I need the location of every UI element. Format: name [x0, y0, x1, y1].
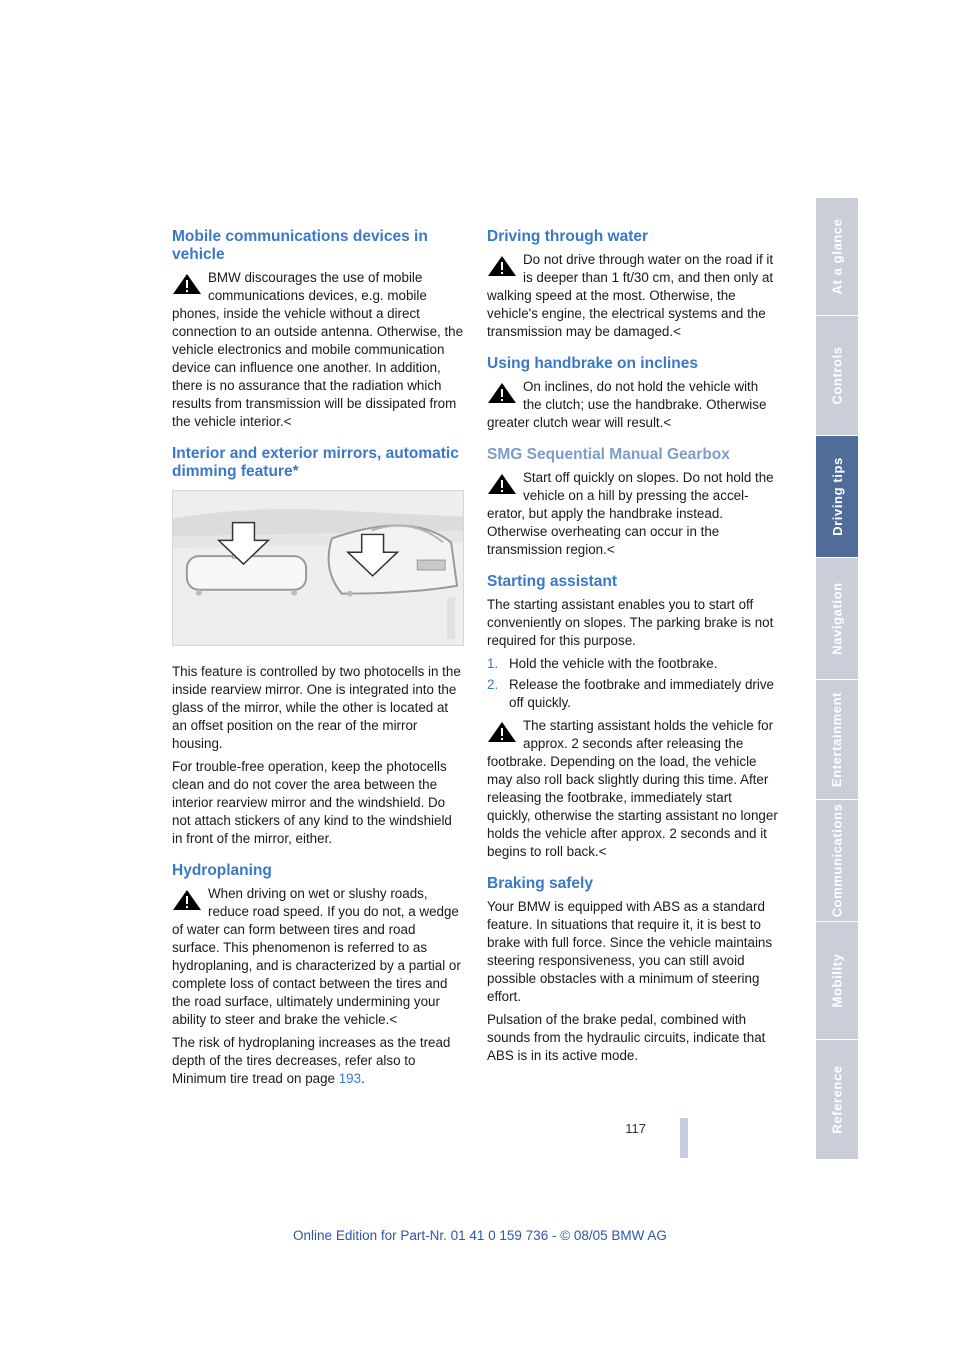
warning-hydroplaning: [172, 885, 464, 1029]
braking-paragraph-2: Pulsation of the brake pedal, combined with sounds from the hydraulic circuits, indicate that ABS is in its active mode.: [487, 1012, 766, 1063]
warning-triangle-icon: [487, 473, 517, 495]
hydroplaning-text: The risk of hydroplaning increases as the tread depth of the tires decreases, refer also to Minimum tire tread on page: [172, 1035, 451, 1086]
tab-label: Mobility: [829, 953, 845, 1008]
heading-driving-through-water: Driving through water: [487, 228, 649, 245]
page-marker-bar: [680, 1118, 688, 1158]
heading-smg: SMG Sequential Manual Gearbox: [487, 446, 730, 463]
hydroplaning-paragraph: [172, 1034, 464, 1088]
list-item: [487, 655, 779, 673]
mirrors-paragraph-1: This feature is controlled by two photocells in the inside rearview mirror. One is integrated into the glass of the mirror, while the other is located at an offset position on the rear of the mirror housing.: [172, 664, 461, 751]
warning-starting-assistant: [487, 717, 779, 861]
heading-mobile-devices: Mobile communications devices in vehicle: [172, 228, 428, 263]
warning-text-lead: On inclines, do not hold the vehicle with the clutch; use the handbrake. Otherwise: [523, 379, 767, 412]
warning-text-lead: The starting assistant holds the vehicle for approx. 2 seconds after releasing the: [523, 718, 774, 751]
heading-starting-assistant: Starting assistant: [487, 573, 618, 590]
tab-label: Communications: [829, 803, 845, 918]
warning-text-lead: When driving on wet or slushy roads, reduce road speed. If you do not, a wedge: [208, 886, 459, 919]
warning-mobile-devices: [172, 269, 464, 431]
starting-paragraph: The starting assistant enables you to start off conveniently on slopes. The parking brake is not required for this purpose.: [487, 597, 774, 648]
warning-text-rest: greater clutch wear will result.<: [487, 415, 672, 430]
warning-water: [487, 251, 779, 341]
page-number: 117: [625, 1121, 646, 1136]
heading-braking-safely: Braking safely: [487, 875, 593, 892]
list-item: [487, 676, 779, 712]
starting-steps: [487, 655, 779, 712]
warning-text-rest: walking speed at the most. Otherwise, the vehicle's engine, the electrical systems and the transmission may be damaged.<: [487, 288, 766, 339]
heading-handbrake: Using handbrake on inclines: [487, 355, 699, 372]
braking-paragraph-1: Your BMW is equipped with ABS as a standard feature. In situations that require it, it is best to brake with full force. Since the vehicle maintains steering responsiveness, you can still avoid possible obstacles with a minimum of steering effort.: [487, 899, 773, 1004]
tab-label: Entertainment: [829, 691, 845, 788]
tab-mobility[interactable]: [816, 922, 858, 1040]
tab-communications[interactable]: [816, 800, 858, 922]
tab-reference[interactable]: [816, 1040, 858, 1160]
mirrors-paragraph-2: For trouble-free operation, keep the photocells clean and do not cover the area between the interior rearview mirror and the windshield. Do not attach stickers of any kind to the windshield in front of the mirror, either.: [172, 759, 452, 846]
warning-triangle-icon: [172, 273, 202, 295]
warning-text-lead: Start off quickly on slopes. Do not hold the vehicle on a hill by pressing the accel-: [523, 470, 774, 503]
tab-driving-tips[interactable]: [816, 436, 858, 558]
left-column: [172, 228, 464, 1102]
section-hydroplaning: [172, 862, 464, 1088]
warning-handbrake: [487, 378, 779, 432]
warning-text-lead: BMW discourages the use of mobile communications devices, e.g. mobile: [208, 270, 427, 303]
warning-smg: [487, 469, 779, 559]
tab-label: At a glance: [829, 218, 845, 295]
warning-text-rest: phones, inside the vehicle without a direct connection to an outside antenna. Otherwise, the vehicle electronics and mobile communication device can influence one another. In addition, there is no assurance that the radiation which results from transmission will be dissipated from the vehicle interior.<: [172, 306, 464, 429]
tab-navigation[interactable]: [816, 558, 858, 680]
rearview-mirror-illustration: [172, 490, 464, 646]
step-number: 1.: [487, 656, 499, 671]
right-column: [487, 228, 779, 1079]
section-mirrors: [172, 445, 464, 848]
warning-triangle-icon: [487, 382, 517, 404]
page-link-193[interactable]: 193: [338, 1071, 362, 1086]
tab-label: Reference: [829, 1065, 845, 1134]
hydroplaning-text-end: .: [361, 1071, 365, 1086]
tab-label: Controls: [829, 346, 845, 405]
warning-triangle-icon: [172, 889, 202, 911]
tab-entertainment[interactable]: [816, 680, 858, 800]
tab-controls[interactable]: [816, 316, 858, 436]
tab-label: Driving tips: [829, 457, 845, 536]
warning-triangle-icon: [487, 721, 517, 743]
warning-text-rest: erator, but apply the handbrake instead. Otherwise overheating can occur in the transmission region.<: [487, 506, 723, 557]
section-mobile-devices: [172, 228, 464, 431]
heading-hydroplaning: Hydroplaning: [172, 862, 272, 879]
warning-text-rest: of water can form between tires and road surface. This phenomenon is referred to as hydroplaning, and is characterized by a partial or complete loss of contact between the tires and the road surface, ultimately undermining your ability to steer and brake the vehicle.<: [172, 922, 461, 1027]
footer-edition-note: Online Edition for Part-Nr. 01 41 0 159 736 - © 08/05 BMW AG: [293, 1228, 667, 1243]
warning-text-lead: Do not drive through water on the road if it is deeper than 1 ft/30 cm, and then only at: [523, 252, 774, 285]
section-starting-assistant: [487, 573, 779, 861]
step-text: Release the footbrake and immediately drive off quickly.: [509, 677, 774, 710]
section-driving-through-water: [487, 228, 779, 341]
step-text: Hold the vehicle with the footbrake.: [509, 656, 718, 671]
heading-mirrors: Interior and exterior mirrors, automatic dimming feature*: [172, 445, 459, 480]
warning-triangle-icon: [487, 255, 517, 277]
chapter-sidebar: [816, 198, 858, 1160]
tab-at-a-glance[interactable]: [816, 198, 858, 316]
tab-label: Navigation: [829, 582, 845, 655]
section-handbrake: [487, 355, 779, 432]
warning-text-rest: footbrake. Depending on the load, the vehicle may also roll back slightly during this time. After releasing the footbrake, immediately start quickly, otherwise the starting assistant no longer holds the vehicle after approx. 2 seconds and it begins to roll back.<: [487, 754, 778, 859]
step-number: 2.: [487, 677, 499, 692]
section-braking-safely: [487, 875, 779, 1065]
section-smg: [487, 446, 779, 559]
